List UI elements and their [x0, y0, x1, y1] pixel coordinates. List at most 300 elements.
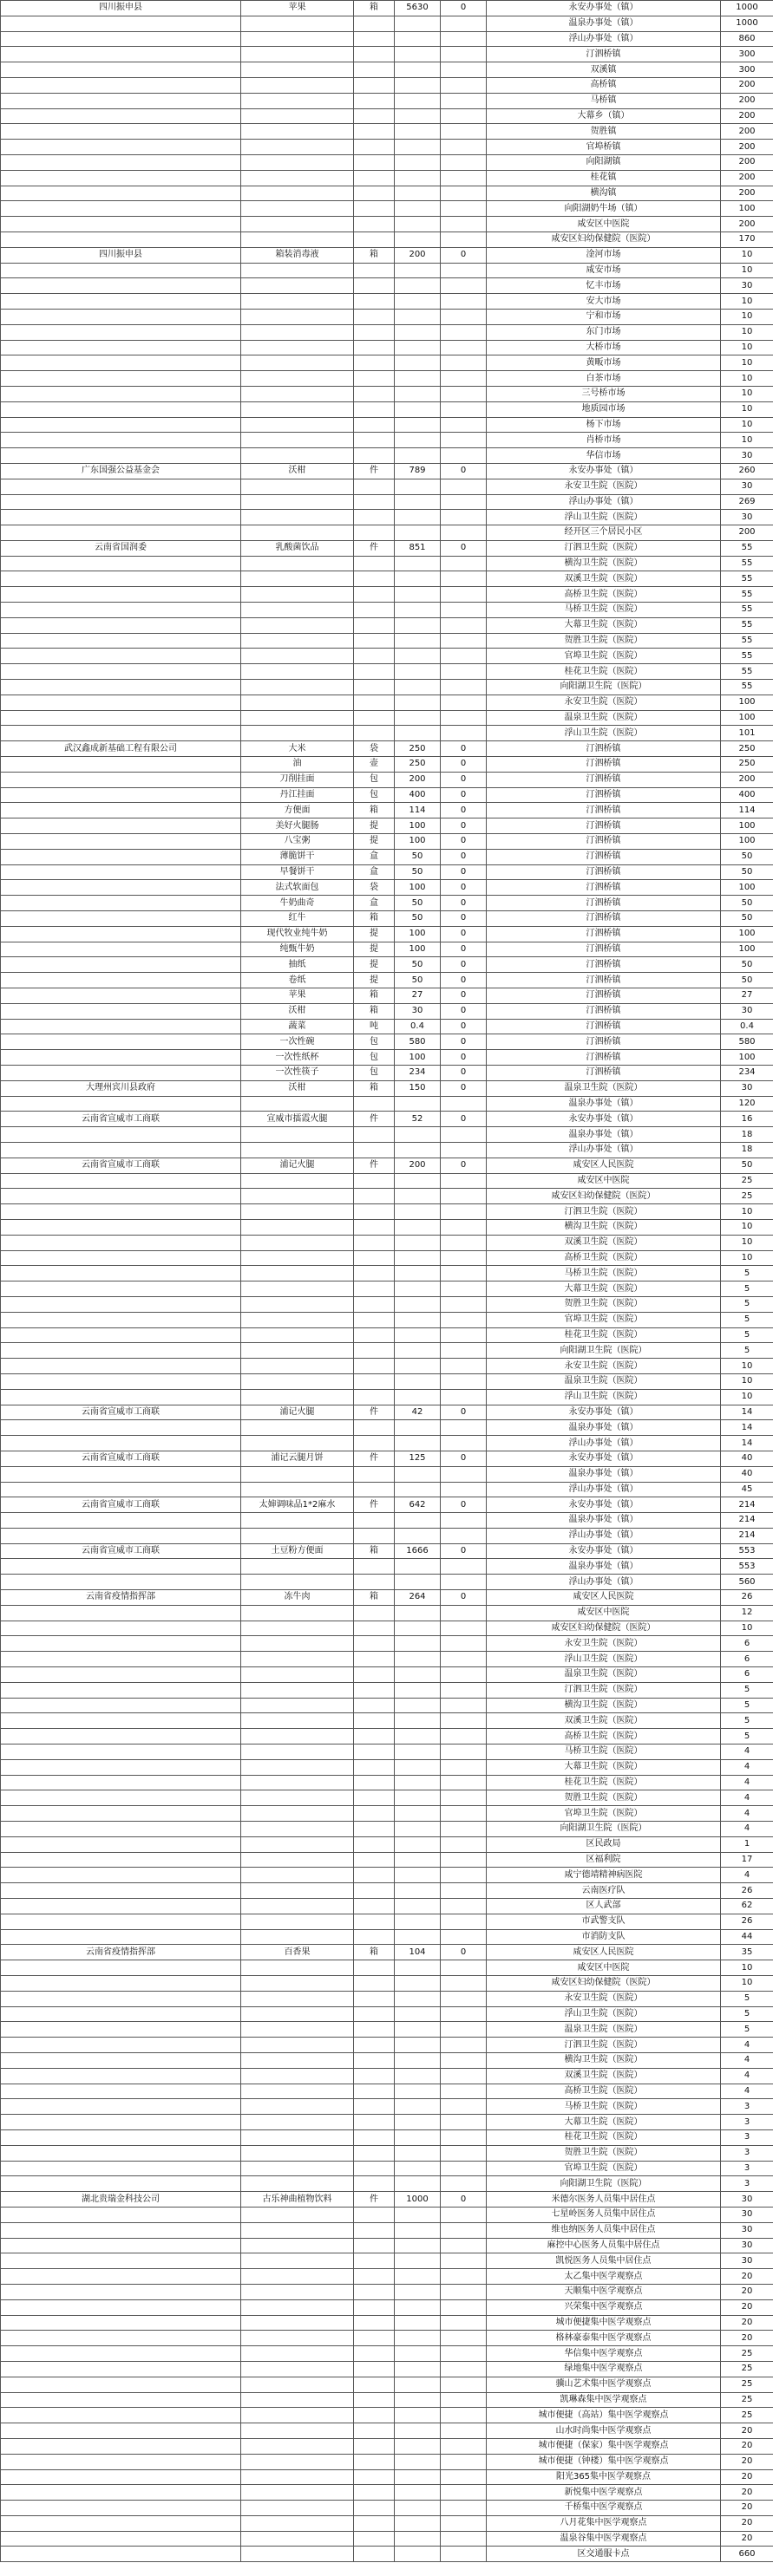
item-cell — [241, 1822, 354, 1837]
recipient-cell: 安大市场 — [487, 294, 721, 310]
amount-cell — [441, 294, 487, 310]
item-cell — [241, 1729, 354, 1745]
quantity-cell — [395, 1327, 441, 1343]
unit-cell: 袋 — [354, 741, 395, 757]
recipient-cell: 向阳湖奶牛场（镇） — [487, 201, 721, 217]
donor-cell — [1, 324, 241, 340]
unit-cell — [354, 1466, 395, 1482]
donor-cell — [1, 926, 241, 942]
allocated-quantity-cell: 20 — [721, 2531, 773, 2547]
table-row — [1, 1359, 773, 1374]
donor-cell — [1, 1868, 241, 1883]
table-row — [1, 603, 773, 618]
recipient-cell: 千桥集中医学观察点 — [487, 2501, 721, 2516]
amount-cell: 0 — [441, 772, 487, 787]
quantity-cell — [395, 263, 441, 278]
amount-cell — [441, 680, 487, 695]
item-cell: 卷纸 — [241, 973, 354, 988]
allocated-quantity-cell: 4 — [721, 1775, 773, 1790]
recipient-cell: 华信集中医学观察点 — [487, 2346, 721, 2362]
amount-cell — [441, 1868, 487, 1883]
table-row — [1, 1559, 773, 1575]
donor-cell — [1, 2269, 241, 2285]
quantity-cell: 50 — [395, 957, 441, 973]
table-row — [1, 2438, 773, 2454]
table-row — [1, 140, 773, 155]
table-row — [1, 1420, 773, 1436]
table-row — [1, 2145, 773, 2161]
donor-cell — [1, 1189, 241, 1204]
table-row — [1, 93, 773, 108]
recipient-cell: 浮山办事处（镇） — [487, 1528, 721, 1543]
quantity-cell — [395, 186, 441, 201]
recipient-cell: 城市便捷（钟楼）集中医学观察点 — [487, 2454, 721, 2469]
donor-cell — [1, 1806, 241, 1822]
amount-cell — [441, 479, 487, 494]
donor-cell — [1, 2485, 241, 2501]
allocated-quantity-cell: 30 — [721, 2253, 773, 2269]
unit-cell — [354, 401, 395, 417]
allocated-quantity-cell: 5 — [721, 1296, 773, 1312]
unit-cell — [354, 2161, 395, 2176]
table-row — [1, 757, 773, 773]
recipient-cell: 咸安区人民医院 — [487, 1158, 721, 1173]
item-cell: 方便面 — [241, 803, 354, 818]
donor-cell — [1, 1960, 241, 1976]
quantity-cell: 851 — [395, 540, 441, 556]
item-cell — [241, 1775, 354, 1790]
unit-cell — [354, 2176, 395, 2192]
amount-cell — [441, 2469, 487, 2485]
item-cell: 八宝粥 — [241, 834, 354, 850]
unit-cell: 壶 — [354, 757, 395, 773]
unit-cell — [354, 2038, 395, 2053]
recipient-cell: 温泉办事处（镇） — [487, 1466, 721, 1482]
item-cell: 沃柑 — [241, 1003, 354, 1019]
table-row — [1, 864, 773, 880]
amount-cell — [441, 1204, 487, 1220]
quantity-cell — [395, 1790, 441, 1806]
table-row — [1, 1327, 773, 1343]
recipient-cell: 大幕乡（镇） — [487, 108, 721, 124]
table-row — [1, 340, 773, 355]
donor-cell — [1, 47, 241, 62]
recipient-cell: 咸安区中医院 — [487, 217, 721, 232]
donor-cell — [1, 1667, 241, 1683]
unit-cell — [354, 2238, 395, 2253]
recipient-cell: 绿地集中医学观察点 — [487, 2361, 721, 2377]
item-cell — [241, 1976, 354, 1992]
allocated-quantity-cell: 25 — [721, 2392, 773, 2408]
unit-cell: 包 — [354, 1065, 395, 1080]
recipient-cell: 咸安市场 — [487, 263, 721, 278]
quantity-cell — [395, 2346, 441, 2362]
item-cell — [241, 1852, 354, 1868]
unit-cell — [354, 2392, 395, 2408]
allocated-quantity-cell: 6 — [721, 1636, 773, 1652]
quantity-cell — [395, 278, 441, 294]
allocated-quantity-cell: 200 — [721, 93, 773, 108]
recipient-cell: 七星岭医务人员集中居住点 — [487, 2207, 721, 2222]
item-cell: 一次性纸杯 — [241, 1050, 354, 1066]
recipient-cell: 东门市场 — [487, 324, 721, 340]
recipient-cell: 贺胜卫生院（医院） — [487, 1790, 721, 1806]
quantity-cell — [395, 1204, 441, 1220]
donor-cell — [1, 1050, 241, 1066]
donor-cell — [1, 1836, 241, 1852]
recipient-cell: 桂花卫生院（医院） — [487, 2129, 721, 2145]
recipient-cell: 永安办事处（镇） — [487, 1543, 721, 1559]
donor-cell — [1, 818, 241, 834]
allocated-quantity-cell: 4 — [721, 1822, 773, 1837]
item-cell — [241, 62, 354, 78]
recipient-cell: 横沟镇 — [487, 186, 721, 201]
table-row — [1, 2192, 773, 2208]
unit-cell — [354, 62, 395, 78]
table-row — [1, 2469, 773, 2485]
donor-cell — [1, 2501, 241, 2516]
amount-cell — [441, 2269, 487, 2285]
table-row — [1, 294, 773, 310]
item-cell — [241, 217, 354, 232]
quantity-cell — [395, 1559, 441, 1575]
allocated-quantity-cell: 120 — [721, 1096, 773, 1112]
item-cell: 牛奶曲奇 — [241, 896, 354, 911]
amount-cell: 0 — [441, 803, 487, 818]
unit-cell — [354, 2207, 395, 2222]
quantity-cell: 125 — [395, 1451, 441, 1466]
recipient-cell: 咸安区妇幼保健院（医院） — [487, 1189, 721, 1204]
amount-cell — [441, 1745, 487, 1760]
donor-cell — [1, 603, 241, 618]
recipient-cell: 城市便捷集中医学观察点 — [487, 2315, 721, 2331]
unit-cell: 件 — [354, 1451, 395, 1466]
donor-cell — [1, 2006, 241, 2022]
amount-cell — [441, 2238, 487, 2253]
recipient-cell: 双溪卫生院（医院） — [487, 1235, 721, 1250]
unit-cell — [354, 2222, 395, 2238]
recipient-cell: 骥山艺术集中医学观察点 — [487, 2377, 721, 2392]
item-cell: 古乐神曲植物饮料 — [241, 2192, 354, 2208]
quantity-cell — [395, 2129, 441, 2145]
quantity-cell — [395, 695, 441, 710]
quantity-cell — [395, 649, 441, 664]
amount-cell: 0 — [441, 942, 487, 957]
item-cell — [241, 2253, 354, 2269]
donor-cell — [1, 1235, 241, 1250]
allocated-quantity-cell: 44 — [721, 1929, 773, 1945]
item-cell — [241, 603, 354, 618]
amount-cell: 0 — [441, 849, 487, 864]
allocated-quantity-cell: 553 — [721, 1543, 773, 1559]
amount-cell — [441, 433, 487, 448]
recipient-cell: 汀泗桥镇 — [487, 988, 721, 1004]
allocated-quantity-cell: 50 — [721, 973, 773, 988]
recipient-cell: 永安卫生院（医院） — [487, 695, 721, 710]
item-cell — [241, 47, 354, 62]
allocated-quantity-cell: 30 — [721, 479, 773, 494]
recipient-cell: 向阳湖卫生院（医院） — [487, 1343, 721, 1359]
quantity-cell — [395, 494, 441, 510]
recipient-cell: 咸宁德靖精神病医院 — [487, 1868, 721, 1883]
allocated-quantity-cell: 20 — [721, 2454, 773, 2469]
quantity-cell — [395, 633, 441, 649]
recipient-cell: 贺胜镇 — [487, 124, 721, 140]
unit-cell: 吨 — [354, 1019, 395, 1034]
recipient-cell: 温泉卫生院（医院） — [487, 1080, 721, 1096]
item-cell — [241, 2222, 354, 2238]
table-row — [1, 263, 773, 278]
recipient-cell: 凯琳森集中医学观察点 — [487, 2392, 721, 2408]
allocated-quantity-cell: 25 — [721, 2377, 773, 2392]
item-cell — [241, 2438, 354, 2454]
donor-cell — [1, 1745, 241, 1760]
table-row — [1, 942, 773, 957]
table-row — [1, 201, 773, 217]
amount-cell — [441, 93, 487, 108]
allocated-quantity-cell: 3 — [721, 2161, 773, 2176]
amount-cell — [441, 2084, 487, 2099]
recipient-cell: 横沟卫生院（医院） — [487, 2052, 721, 2068]
quantity-cell — [395, 2299, 441, 2315]
allocated-quantity-cell: 26 — [721, 1914, 773, 1929]
amount-cell: 0 — [441, 463, 487, 479]
unit-cell — [354, 1976, 395, 1992]
unit-cell — [354, 1775, 395, 1790]
quantity-cell — [395, 2145, 441, 2161]
unit-cell — [354, 1960, 395, 1976]
table-row — [1, 818, 773, 834]
unit-cell — [354, 1575, 395, 1590]
donor-cell: 云南省宣威市工商联 — [1, 1451, 241, 1466]
amount-cell — [441, 2022, 487, 2038]
allocated-quantity-cell: 1000 — [721, 16, 773, 31]
donor-cell — [1, 1883, 241, 1899]
allocated-quantity-cell: 100 — [721, 695, 773, 710]
item-cell: 抽纸 — [241, 957, 354, 973]
amount-cell — [441, 2038, 487, 2053]
amount-cell — [441, 556, 487, 571]
donor-cell — [1, 1914, 241, 1929]
amount-cell — [441, 154, 487, 170]
amount-cell — [441, 1976, 487, 1992]
donor-cell — [1, 31, 241, 47]
recipient-cell: 浮山办事处（镇） — [487, 494, 721, 510]
recipient-cell: 汀泗桥镇 — [487, 787, 721, 803]
donor-cell: 云南省宣威市工商联 — [1, 1497, 241, 1513]
recipient-cell: 经开区三个居民小区 — [487, 525, 721, 541]
unit-cell: 件 — [354, 1158, 395, 1173]
recipient-cell: 温泉卫生院（医院） — [487, 710, 721, 726]
amount-cell: 0 — [441, 880, 487, 896]
quantity-cell — [395, 2408, 441, 2423]
quantity-cell — [395, 2361, 441, 2377]
recipient-cell: 温泉办事处（镇） — [487, 1127, 721, 1143]
item-cell — [241, 1575, 354, 1590]
quantity-cell — [395, 2501, 441, 2516]
allocated-quantity-cell: 20 — [721, 2315, 773, 2331]
unit-cell: 箱 — [354, 988, 395, 1004]
quantity-cell: 250 — [395, 757, 441, 773]
recipient-cell: 汀泗桥镇 — [487, 957, 721, 973]
quantity-cell — [395, 1991, 441, 2006]
allocated-quantity-cell: 269 — [721, 494, 773, 510]
donor-cell — [1, 510, 241, 525]
allocated-quantity-cell: 30 — [721, 2238, 773, 2253]
unit-cell — [354, 371, 395, 387]
item-cell — [241, 1559, 354, 1575]
quantity-cell: 27 — [395, 988, 441, 1004]
table-row — [1, 463, 773, 479]
table-row — [1, 2392, 773, 2408]
item-cell — [241, 633, 354, 649]
donor-cell — [1, 1389, 241, 1405]
recipient-cell: 咸安区妇幼保健院（医院） — [487, 232, 721, 247]
amount-cell — [441, 1775, 487, 1790]
table-row — [1, 1296, 773, 1312]
unit-cell: 盒 — [354, 896, 395, 911]
unit-cell: 提 — [354, 818, 395, 834]
amount-cell — [441, 1621, 487, 1636]
quantity-cell — [395, 340, 441, 355]
allocated-quantity-cell: 25 — [721, 2361, 773, 2377]
table-row — [1, 1189, 773, 1204]
quantity-cell: 642 — [395, 1497, 441, 1513]
amount-cell — [441, 1667, 487, 1683]
recipient-cell: 浮山办事处（镇） — [487, 1436, 721, 1451]
amount-cell: 0 — [441, 1065, 487, 1080]
recipient-cell: 浮山办事处（镇） — [487, 31, 721, 47]
donor-cell — [1, 1621, 241, 1636]
donor-cell — [1, 1528, 241, 1543]
table-row — [1, 1373, 773, 1389]
donor-cell — [1, 448, 241, 464]
unit-cell — [354, 294, 395, 310]
quantity-cell: 1000 — [395, 2192, 441, 2208]
quantity-cell — [395, 556, 441, 571]
quantity-cell — [395, 2269, 441, 2285]
amount-cell — [441, 1729, 487, 1745]
quantity-cell — [395, 1605, 441, 1621]
recipient-cell: 维也纳医务人员集中居住点 — [487, 2222, 721, 2238]
table-row — [1, 401, 773, 417]
table-row — [1, 772, 773, 787]
table-row — [1, 1389, 773, 1405]
unit-cell: 包 — [354, 1034, 395, 1050]
allocated-quantity-cell: 25 — [721, 1189, 773, 1204]
donor-cell — [1, 2161, 241, 2176]
table-row — [1, 1960, 773, 1976]
table-row — [1, 2485, 773, 2501]
recipient-cell: 汀泗桥镇 — [487, 942, 721, 957]
table-row — [1, 62, 773, 78]
quantity-cell — [395, 1482, 441, 1497]
quantity-cell — [395, 371, 441, 387]
item-cell — [241, 2068, 354, 2084]
item-cell — [241, 2454, 354, 2469]
amount-cell — [441, 201, 487, 217]
donor-cell — [1, 2222, 241, 2238]
allocated-quantity-cell: 20 — [721, 2469, 773, 2485]
allocated-quantity-cell: 20 — [721, 2284, 773, 2299]
item-cell — [241, 1373, 354, 1389]
allocated-quantity-cell: 200 — [721, 217, 773, 232]
unit-cell — [354, 47, 395, 62]
donor-cell — [1, 2408, 241, 2423]
quantity-cell — [395, 1822, 441, 1837]
recipient-cell: 向阳湖卫生院（医院） — [487, 1822, 721, 1837]
quantity-cell: 100 — [395, 942, 441, 957]
quantity-cell — [395, 2392, 441, 2408]
allocated-quantity-cell: 4 — [721, 1790, 773, 1806]
table-row — [1, 1945, 773, 1960]
recipient-cell: 汀泗桥镇 — [487, 1019, 721, 1034]
donor-cell — [1, 1775, 241, 1790]
item-cell — [241, 1359, 354, 1374]
allocated-quantity-cell: 5 — [721, 1698, 773, 1713]
item-cell — [241, 324, 354, 340]
amount-cell — [441, 2531, 487, 2547]
allocated-quantity-cell: 10 — [721, 1389, 773, 1405]
recipient-cell: 汀泗卫生院（医院） — [487, 540, 721, 556]
quantity-cell — [395, 1775, 441, 1790]
table-row — [1, 1142, 773, 1158]
quantity-cell — [395, 1142, 441, 1158]
donor-cell — [1, 2377, 241, 2392]
donor-cell — [1, 1559, 241, 1575]
recipient-cell: 汀泗桥镇 — [487, 772, 721, 787]
donor-cell — [1, 16, 241, 31]
table-row — [1, 2408, 773, 2423]
amount-cell — [441, 232, 487, 247]
table-row — [1, 2547, 773, 2562]
amount-cell — [441, 2284, 487, 2299]
table-row — [1, 1343, 773, 1359]
table-row — [1, 1482, 773, 1497]
item-cell: 浦记火腿 — [241, 1158, 354, 1173]
quantity-cell: 100 — [395, 926, 441, 942]
item-cell — [241, 1513, 354, 1529]
amount-cell — [441, 217, 487, 232]
quantity-cell: 50 — [395, 911, 441, 927]
unit-cell — [354, 680, 395, 695]
quantity-cell — [395, 510, 441, 525]
table-row — [1, 494, 773, 510]
item-cell — [241, 31, 354, 47]
donor-cell — [1, 664, 241, 680]
quantity-cell — [395, 232, 441, 247]
allocated-quantity-cell: 200 — [721, 525, 773, 541]
allocated-quantity-cell: 6 — [721, 1652, 773, 1667]
table-row — [1, 1235, 773, 1250]
quantity-cell — [395, 1235, 441, 1250]
unit-cell — [354, 77, 395, 93]
table-row — [1, 2515, 773, 2531]
recipient-cell: 官埠卫生院（医院） — [487, 1312, 721, 1327]
item-cell: 箱装消毒液 — [241, 247, 354, 263]
quantity-cell: 104 — [395, 1945, 441, 1960]
donor-cell — [1, 2454, 241, 2469]
item-cell — [241, 2284, 354, 2299]
unit-cell — [354, 2454, 395, 2469]
quantity-cell: 250 — [395, 741, 441, 757]
amount-cell — [441, 1652, 487, 1667]
allocated-quantity-cell: 200 — [721, 772, 773, 787]
table-row — [1, 16, 773, 31]
unit-cell — [354, 2361, 395, 2377]
donor-cell: 云南省宣威市工商联 — [1, 1112, 241, 1127]
donor-cell — [1, 911, 241, 927]
